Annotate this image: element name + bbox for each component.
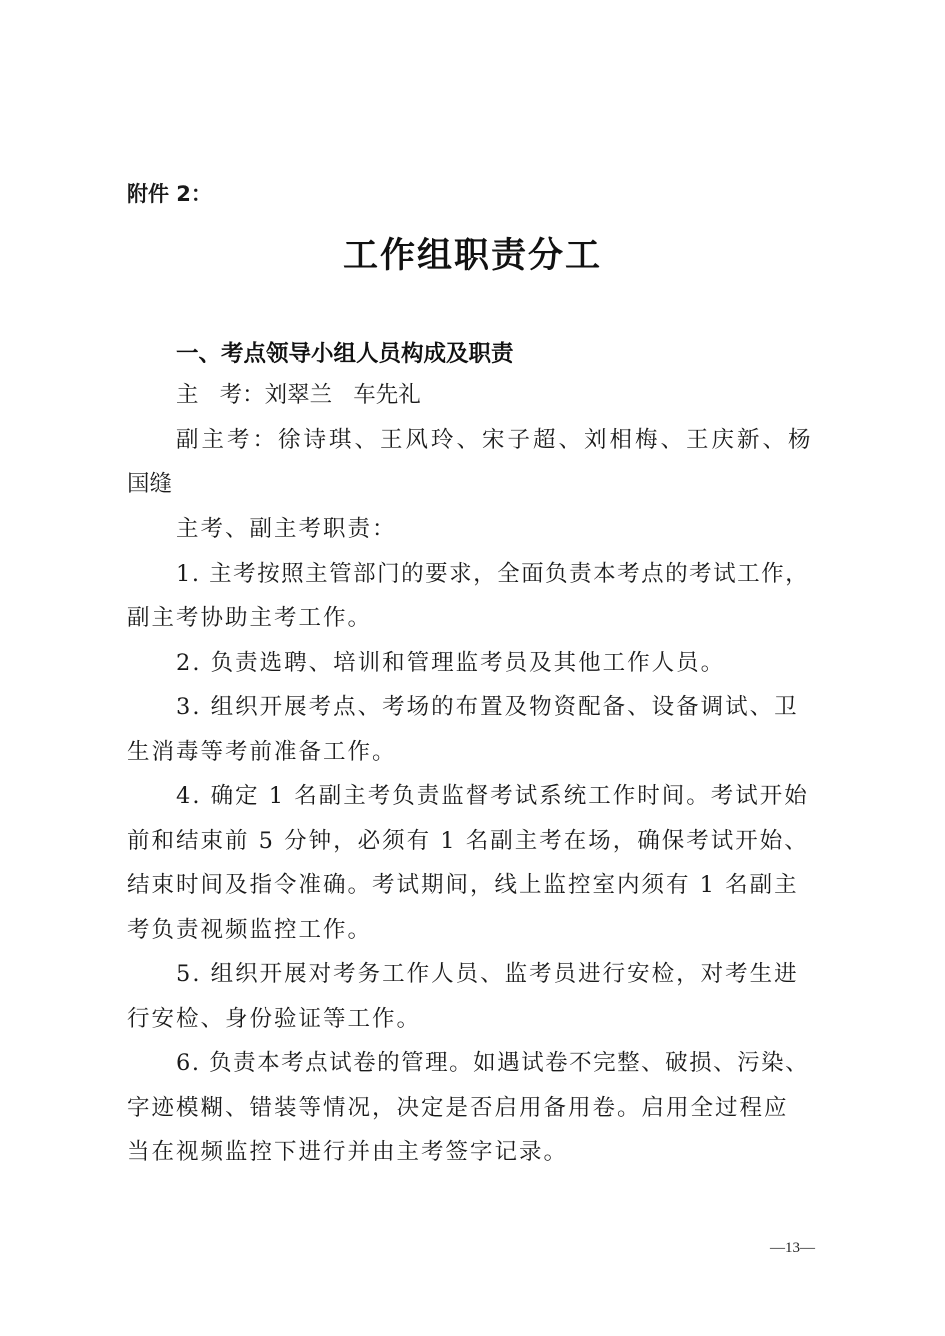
section-heading: 一、考点领导小组人员构成及职责 (176, 341, 514, 367)
body-line: 主 考：刘翠兰 车先礼 (176, 382, 421, 408)
body-line: 6. 负责本考点试卷的管理。如遇试卷不完整、破损、污染、 (176, 1050, 810, 1076)
page-title: 工作组职责分工 (342, 235, 602, 276)
body-line: 5. 组织开展对考务工作人员、监考员进行安检，对考生进 (176, 961, 799, 987)
body-line: 主考、副主考职责： (176, 516, 397, 542)
body-line: 副主考：徐诗琪、王风玲、宋子超、刘相梅、王庆新、杨 (176, 427, 814, 453)
body-line: 副主考协助主考工作。 (127, 605, 373, 631)
body-line: 国缝 (127, 471, 173, 497)
attachment-label: 附件 2： (127, 182, 212, 206)
body-line: 4. 确定 1 名副主考负责监督考试系统工作时间。考试开始 (176, 783, 809, 809)
body-line: 行安检、身份验证等工作。 (127, 1006, 422, 1032)
body-line: 字迹模糊、错装等情况，决定是否启用备用卷。启用全过程应 (127, 1095, 789, 1121)
body-line: 1. 主考按照主管部门的要求，全面负责本考点的考试工作， (176, 561, 810, 587)
body-line: 生消毒等考前准备工作。 (127, 739, 397, 765)
body-line: 3. 组织开展考点、考场的布置及物资配备、设备调试、卫 (176, 694, 799, 720)
body-line: 2. 负责选聘、培训和管理监考员及其他工作人员。 (176, 650, 726, 676)
body-line: 当在视频监控下进行并由主考签字记录。 (127, 1139, 569, 1165)
body-line: 前和结束前 5 分钟，必须有 1 名副主考在场，确保考试开始、 (127, 828, 809, 854)
body-line: 结束时间及指令准确。考试期间，线上监控室内须有 1 名副主 (127, 872, 799, 898)
body-line: 考负责视频监控工作。 (127, 917, 373, 943)
page-number: —13— (770, 1240, 815, 1256)
